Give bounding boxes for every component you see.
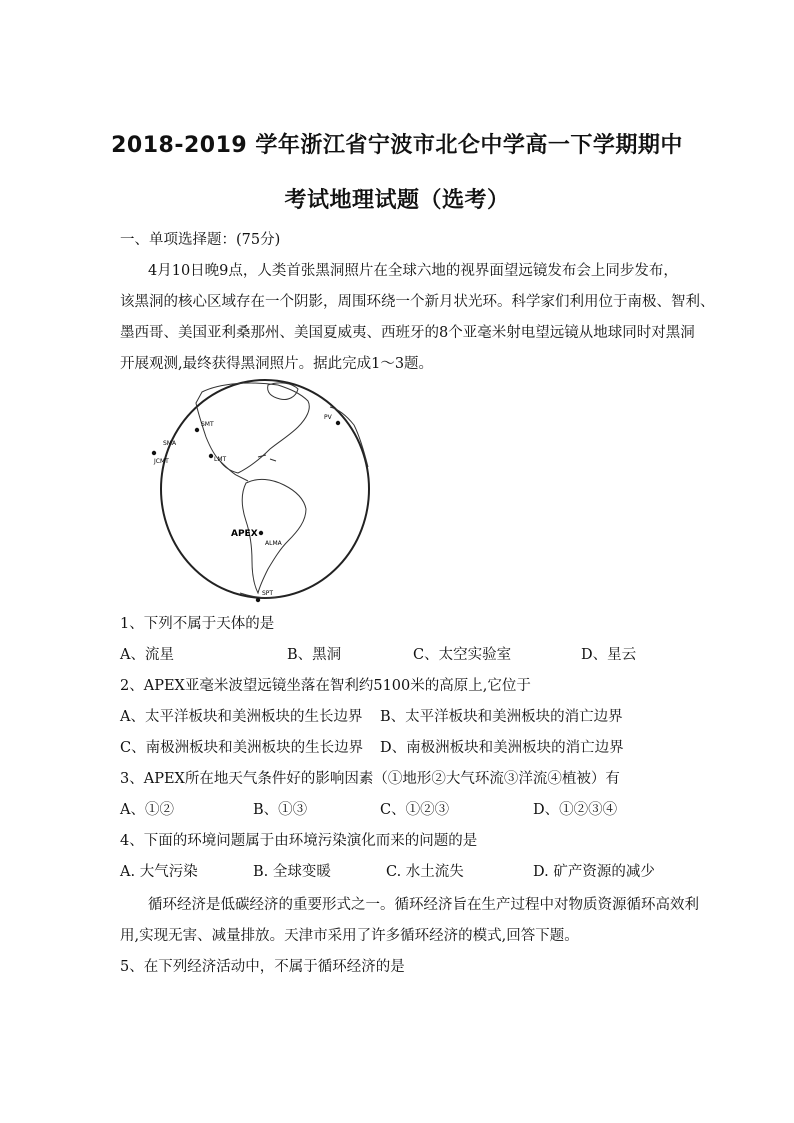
question-5-stem: 5、在下列经济活动中，不属于循环经济的是 (120, 959, 405, 975)
question-1-option-c[interactable]: C、太空实验室 (413, 647, 512, 663)
lmt-dot (209, 454, 213, 458)
north-america-outline (196, 383, 309, 473)
section-heading: 一、单项选择题：(75分) (120, 232, 281, 248)
question-2-option-d[interactable]: D、南极洲板块和美洲板块的消亡边界 (380, 740, 624, 756)
document-title-line-2: 考试地理试题（选考） (284, 188, 510, 213)
question-1-stem: 1、下列不属于天体的是 (120, 616, 275, 632)
jcmt-label: JCMT (154, 458, 169, 465)
question-1-option-b[interactable]: B、黑洞 (287, 647, 342, 663)
question-2-stem: 2、APEX亚毫米波望远镜坐落在智利约5100米的高原上,它位于 (120, 678, 531, 694)
question-2-option-a[interactable]: A、太平洋板块和美洲板块的生长边界 (120, 709, 363, 725)
question-1-option-a[interactable]: A、流星 (120, 647, 174, 663)
sma-dot (152, 451, 156, 455)
smt-label: SMT (201, 421, 214, 428)
spt-dot (256, 598, 260, 602)
alma-label: ALMA (265, 540, 282, 547)
question-4-stem: 4、下面的环境问题属于由环境污染演化而来的问题的是 (120, 833, 478, 849)
question-3-option-d[interactable]: D、①②③④ (533, 802, 618, 818)
pv-dot (336, 421, 340, 425)
spt-label: SPT (262, 590, 274, 597)
central-america-outline (220, 461, 248, 481)
question-4-option-d[interactable]: D. 矿产资源的减少 (533, 864, 655, 880)
passage-1-line: 4月10日晚9点，人类首张黑洞照片在全球六地的视界面望远镜发布会上同步发布， (148, 263, 678, 279)
africa-europe-edge (330, 407, 368, 467)
question-3-option-a[interactable]: A、①② (120, 802, 174, 818)
question-2-option-c[interactable]: C、南极洲板块和美洲板块的生长边界 (120, 740, 364, 756)
smt-dot (195, 428, 199, 432)
passage-1-line: 该黑洞的核心区域存在一个阴影，周围环绕一个新月状光环。科学家们利用位于南极、智利、 (120, 294, 715, 310)
question-3-stem: 3、APEX所在地天气条件好的影响因素（①地形②大气环流③洋流④植被）有 (120, 771, 620, 787)
document-title-line-1: 2018-2019 学年浙江省宁波市北仑中学高一下学期期中 (111, 133, 683, 158)
apex-dot (259, 531, 263, 535)
globe-outline (161, 380, 369, 598)
question-4-option-b[interactable]: B. 全球变暖 (253, 864, 331, 880)
question-3-option-c[interactable]: C、①②③ (380, 802, 450, 818)
passage-1-line: 开展观测,最终获得黑洞照片。据此完成1～3题。 (120, 356, 434, 372)
pv-label: PV (324, 414, 332, 421)
passage-2-line: 循环经济是低碳经济的重要形式之一。循环经济旨在生产过程中对物质资源循环高效利 (148, 897, 699, 913)
question-4-option-a[interactable]: A. 大气污染 (120, 864, 198, 880)
globe-map-figure (140, 375, 390, 607)
passage-2-line: 用,实现无害、减量排放。天津市采用了许多循环经济的模式,回答下题。 (120, 928, 579, 944)
lmt-label: LMT (214, 456, 227, 463)
question-3-option-b[interactable]: B、①③ (253, 802, 308, 818)
question-2-option-b[interactable]: B、太平洋板块和美洲板块的消亡边界 (380, 709, 623, 725)
apex-label: APEX (231, 529, 258, 539)
question-4-option-c[interactable]: C. 水土流失 (386, 864, 464, 880)
sma-label: SMA (163, 440, 177, 447)
passage-1-line: 墨西哥、美国亚利桑那州、美国夏威夷、西班牙的8个亚毫米射电望远镜从地球同时对黑洞 (120, 325, 695, 341)
question-1-option-d[interactable]: D、星云 (581, 647, 637, 663)
